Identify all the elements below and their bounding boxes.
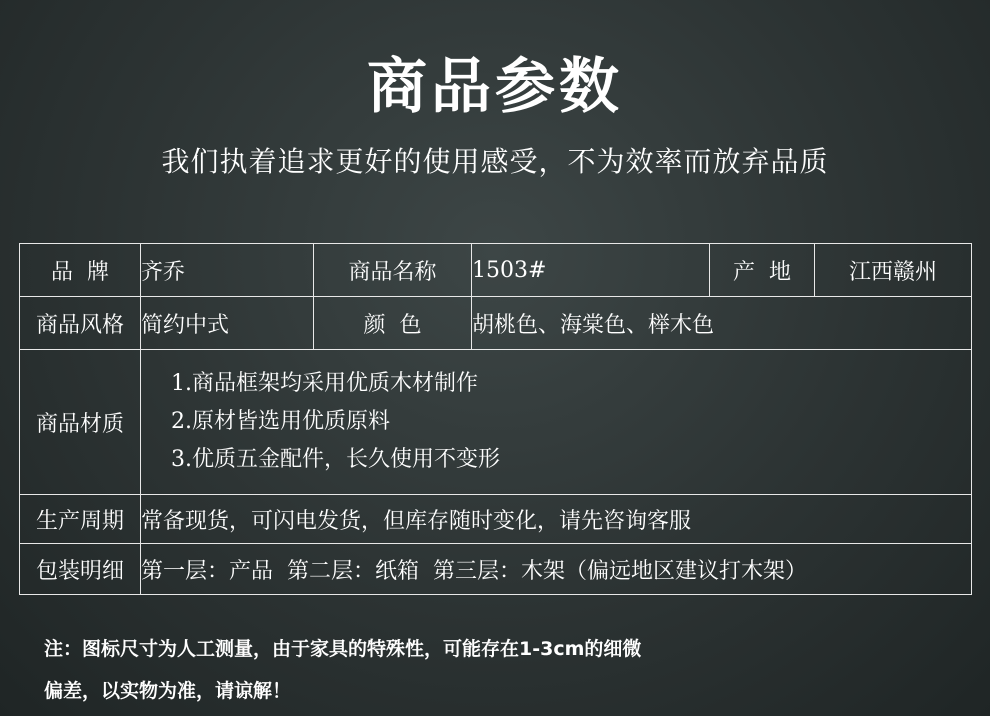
table-row-cycle (20, 495, 972, 544)
material-list (141, 350, 972, 495)
note-line: 注：图标尺寸为人工测量，由于家具的特殊性，可能存在1-3cm的细微 (44, 638, 642, 660)
product-params-table (19, 243, 972, 595)
material-label: 商品材质 (20, 350, 141, 495)
color-value: 胡桃色、海棠色、榉木色 (472, 297, 972, 350)
style-label: 商品风格 (20, 297, 141, 350)
brand-value: 齐乔 (141, 244, 314, 297)
table-row-brand (20, 244, 972, 297)
origin-label: 产 地 (710, 244, 815, 297)
package-value: 第一层：产品 第二层：纸箱 第三层：木架（偏远地区建议打木架） (141, 544, 972, 595)
production-cycle-value: 常备现货，可闪电发货，但库存随时变化，请先咨询客服 (141, 495, 972, 544)
origin-value: 江西赣州 (815, 244, 972, 297)
brand-label: 品 牌 (20, 244, 141, 297)
list-item: 2.原材皆选用优质原料 (171, 409, 390, 434)
list-item: 3.优质五金配件，长久使用不变形 (171, 447, 500, 472)
table-row-package (20, 544, 972, 595)
style-value: 简约中式 (141, 297, 314, 350)
color-label: 颜 色 (314, 297, 472, 350)
disclaimer-note (44, 628, 641, 712)
table-row-style (20, 297, 972, 350)
product-name-value: 1503# (472, 244, 710, 297)
note-line: 偏差，以实物为准，请谅解！ (44, 680, 292, 702)
production-cycle-label: 生产周期 (20, 495, 141, 544)
product-name-label: 商品名称 (314, 244, 472, 297)
page-title: 商品参数 (367, 52, 623, 122)
list-item: 1.商品框架均采用优质木材制作 (171, 371, 478, 396)
package-label: 包装明细 (20, 544, 141, 595)
page-subtitle: 我们执着追求更好的使用感受，不为效率而放弃品质 (161, 145, 829, 178)
table-row-material (20, 350, 972, 495)
